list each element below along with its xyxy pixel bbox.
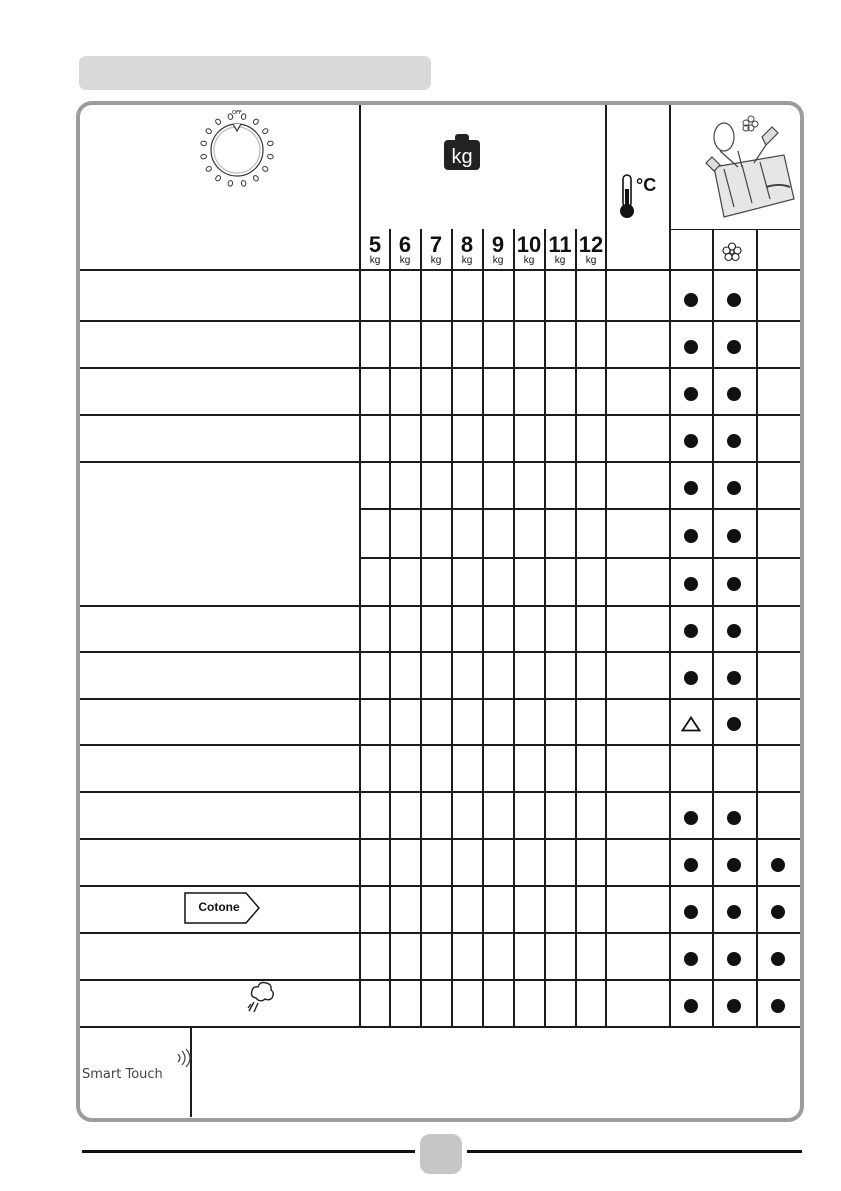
compartment-dot [727, 717, 741, 731]
load-value: 10 [516, 232, 542, 257]
dial-position-marker [205, 166, 212, 173]
compartment-dot [727, 577, 741, 591]
load-unit: kg [369, 255, 381, 266]
load-value: 12 [578, 232, 604, 257]
load-capacity-7 [421, 234, 451, 266]
dial-off-label: OFF [232, 110, 242, 116]
compartment-dot [684, 340, 698, 354]
compartment-dot [684, 577, 698, 591]
compartment-dot [727, 481, 741, 495]
dial-position-marker [228, 180, 233, 186]
load-unit: kg [492, 255, 504, 266]
row-divider [80, 605, 800, 607]
load-value: 9 [491, 232, 505, 257]
compartment-dot [684, 999, 698, 1013]
load-capacity-9 [483, 234, 513, 266]
dispenser-column-divider [756, 229, 758, 1026]
compartment-dot [727, 671, 741, 685]
compartment-dot [727, 858, 741, 872]
column-divider [669, 105, 671, 1026]
smart-touch-label: Smart Touch [82, 1067, 163, 1082]
compartment-dot [771, 858, 785, 872]
row-divider [80, 885, 800, 887]
dispenser-header-divider [669, 229, 800, 230]
compartment-dot [684, 481, 698, 495]
load-capacity-12 [576, 234, 606, 266]
row-divider [80, 320, 800, 322]
row-divider [359, 508, 800, 510]
section-title-bar [79, 56, 431, 90]
thermometer-icon [616, 173, 671, 221]
load-unit: kg [399, 255, 411, 266]
compartment-dot [727, 387, 741, 401]
compartment-dot [727, 293, 741, 307]
cotone-label: Cotone [198, 900, 240, 914]
load-capacity-8 [452, 234, 482, 266]
program-dial-icon [182, 106, 292, 194]
compartment-dot [727, 529, 741, 543]
load-capacity-6 [390, 234, 420, 266]
load-value: 7 [429, 232, 443, 257]
kg-column-divider [575, 229, 577, 1026]
weight-kg-label: kg [451, 146, 473, 168]
compartment-dot [684, 624, 698, 638]
dial-position-marker [267, 154, 273, 159]
row-divider [80, 979, 800, 981]
kg-column-divider [389, 229, 391, 1026]
load-unit: kg [554, 255, 566, 266]
kg-column-divider [544, 229, 546, 1026]
row-divider [80, 791, 800, 793]
row-divider [80, 414, 800, 416]
compartment-dot [727, 624, 741, 638]
row-divider [80, 698, 800, 700]
load-unit: kg [430, 255, 442, 266]
optional-triangle-mark [681, 716, 701, 732]
row-divider [80, 461, 800, 463]
steam-cloud-icon [246, 980, 276, 1014]
compartment-dot [684, 293, 698, 307]
load-capacity-11 [545, 234, 575, 266]
dial-position-marker [200, 154, 206, 159]
compartment-dot [684, 858, 698, 872]
load-value: 8 [460, 232, 474, 257]
dial-position-marker [215, 175, 222, 182]
kg-column-divider [513, 229, 515, 1026]
row-divider [80, 932, 800, 934]
load-value: 11 [548, 232, 572, 257]
dial-position-marker [215, 118, 222, 125]
load-unit: kg [523, 255, 535, 266]
dial-position-marker [200, 141, 206, 146]
compartment-dot [727, 811, 741, 825]
dial-position-marker [267, 141, 273, 146]
compartment-dot [684, 952, 698, 966]
dial-position-marker [205, 128, 212, 135]
compartment-dot [684, 905, 698, 919]
dispenser-column-divider [712, 229, 714, 1026]
compartment-dot [727, 434, 741, 448]
dial-position-marker [262, 166, 269, 173]
row-divider [80, 838, 800, 840]
compartment-dot [684, 671, 698, 685]
compartment-dot [684, 811, 698, 825]
weight-kg-icon [442, 132, 482, 172]
kg-column-divider [482, 229, 484, 1026]
compartment-dot [771, 952, 785, 966]
page-number-pill [420, 1134, 462, 1174]
compartment-dot [727, 340, 741, 354]
program-table [76, 101, 804, 1122]
row-divider [80, 651, 800, 653]
row-divider [80, 367, 800, 369]
nfc-waves-icon [176, 1048, 194, 1068]
dial-position-marker [253, 118, 260, 125]
load-capacity-5 [360, 234, 390, 266]
dial-position-marker [253, 175, 260, 182]
load-capacity-10 [514, 234, 544, 266]
load-value: 6 [398, 232, 412, 257]
compartment-dot [684, 387, 698, 401]
kg-column-divider [451, 229, 453, 1026]
smart-touch-divider [190, 1026, 192, 1117]
load-unit: kg [461, 255, 473, 266]
row-divider [359, 557, 800, 559]
footer-rule-left [82, 1150, 415, 1153]
compartment-dot [771, 999, 785, 1013]
compartment-dot [727, 952, 741, 966]
compartment-dot [684, 529, 698, 543]
dial-position-marker [262, 128, 269, 135]
detergent-drawer-icon [694, 107, 804, 227]
temperature-unit: °C [636, 175, 657, 195]
footer-rule-right [467, 1150, 802, 1153]
dial-position-marker [241, 180, 246, 186]
compartment-dot [771, 905, 785, 919]
compartment-dot [727, 999, 741, 1013]
compartment-dot [684, 434, 698, 448]
table-bottom-divider [80, 1026, 800, 1028]
kg-column-divider [420, 229, 422, 1026]
header-divider [80, 269, 800, 271]
row-divider [80, 744, 800, 746]
load-value: 5 [368, 232, 382, 257]
load-unit: kg [585, 255, 597, 266]
compartment-dot [727, 905, 741, 919]
softener-flower-icon [722, 242, 742, 262]
